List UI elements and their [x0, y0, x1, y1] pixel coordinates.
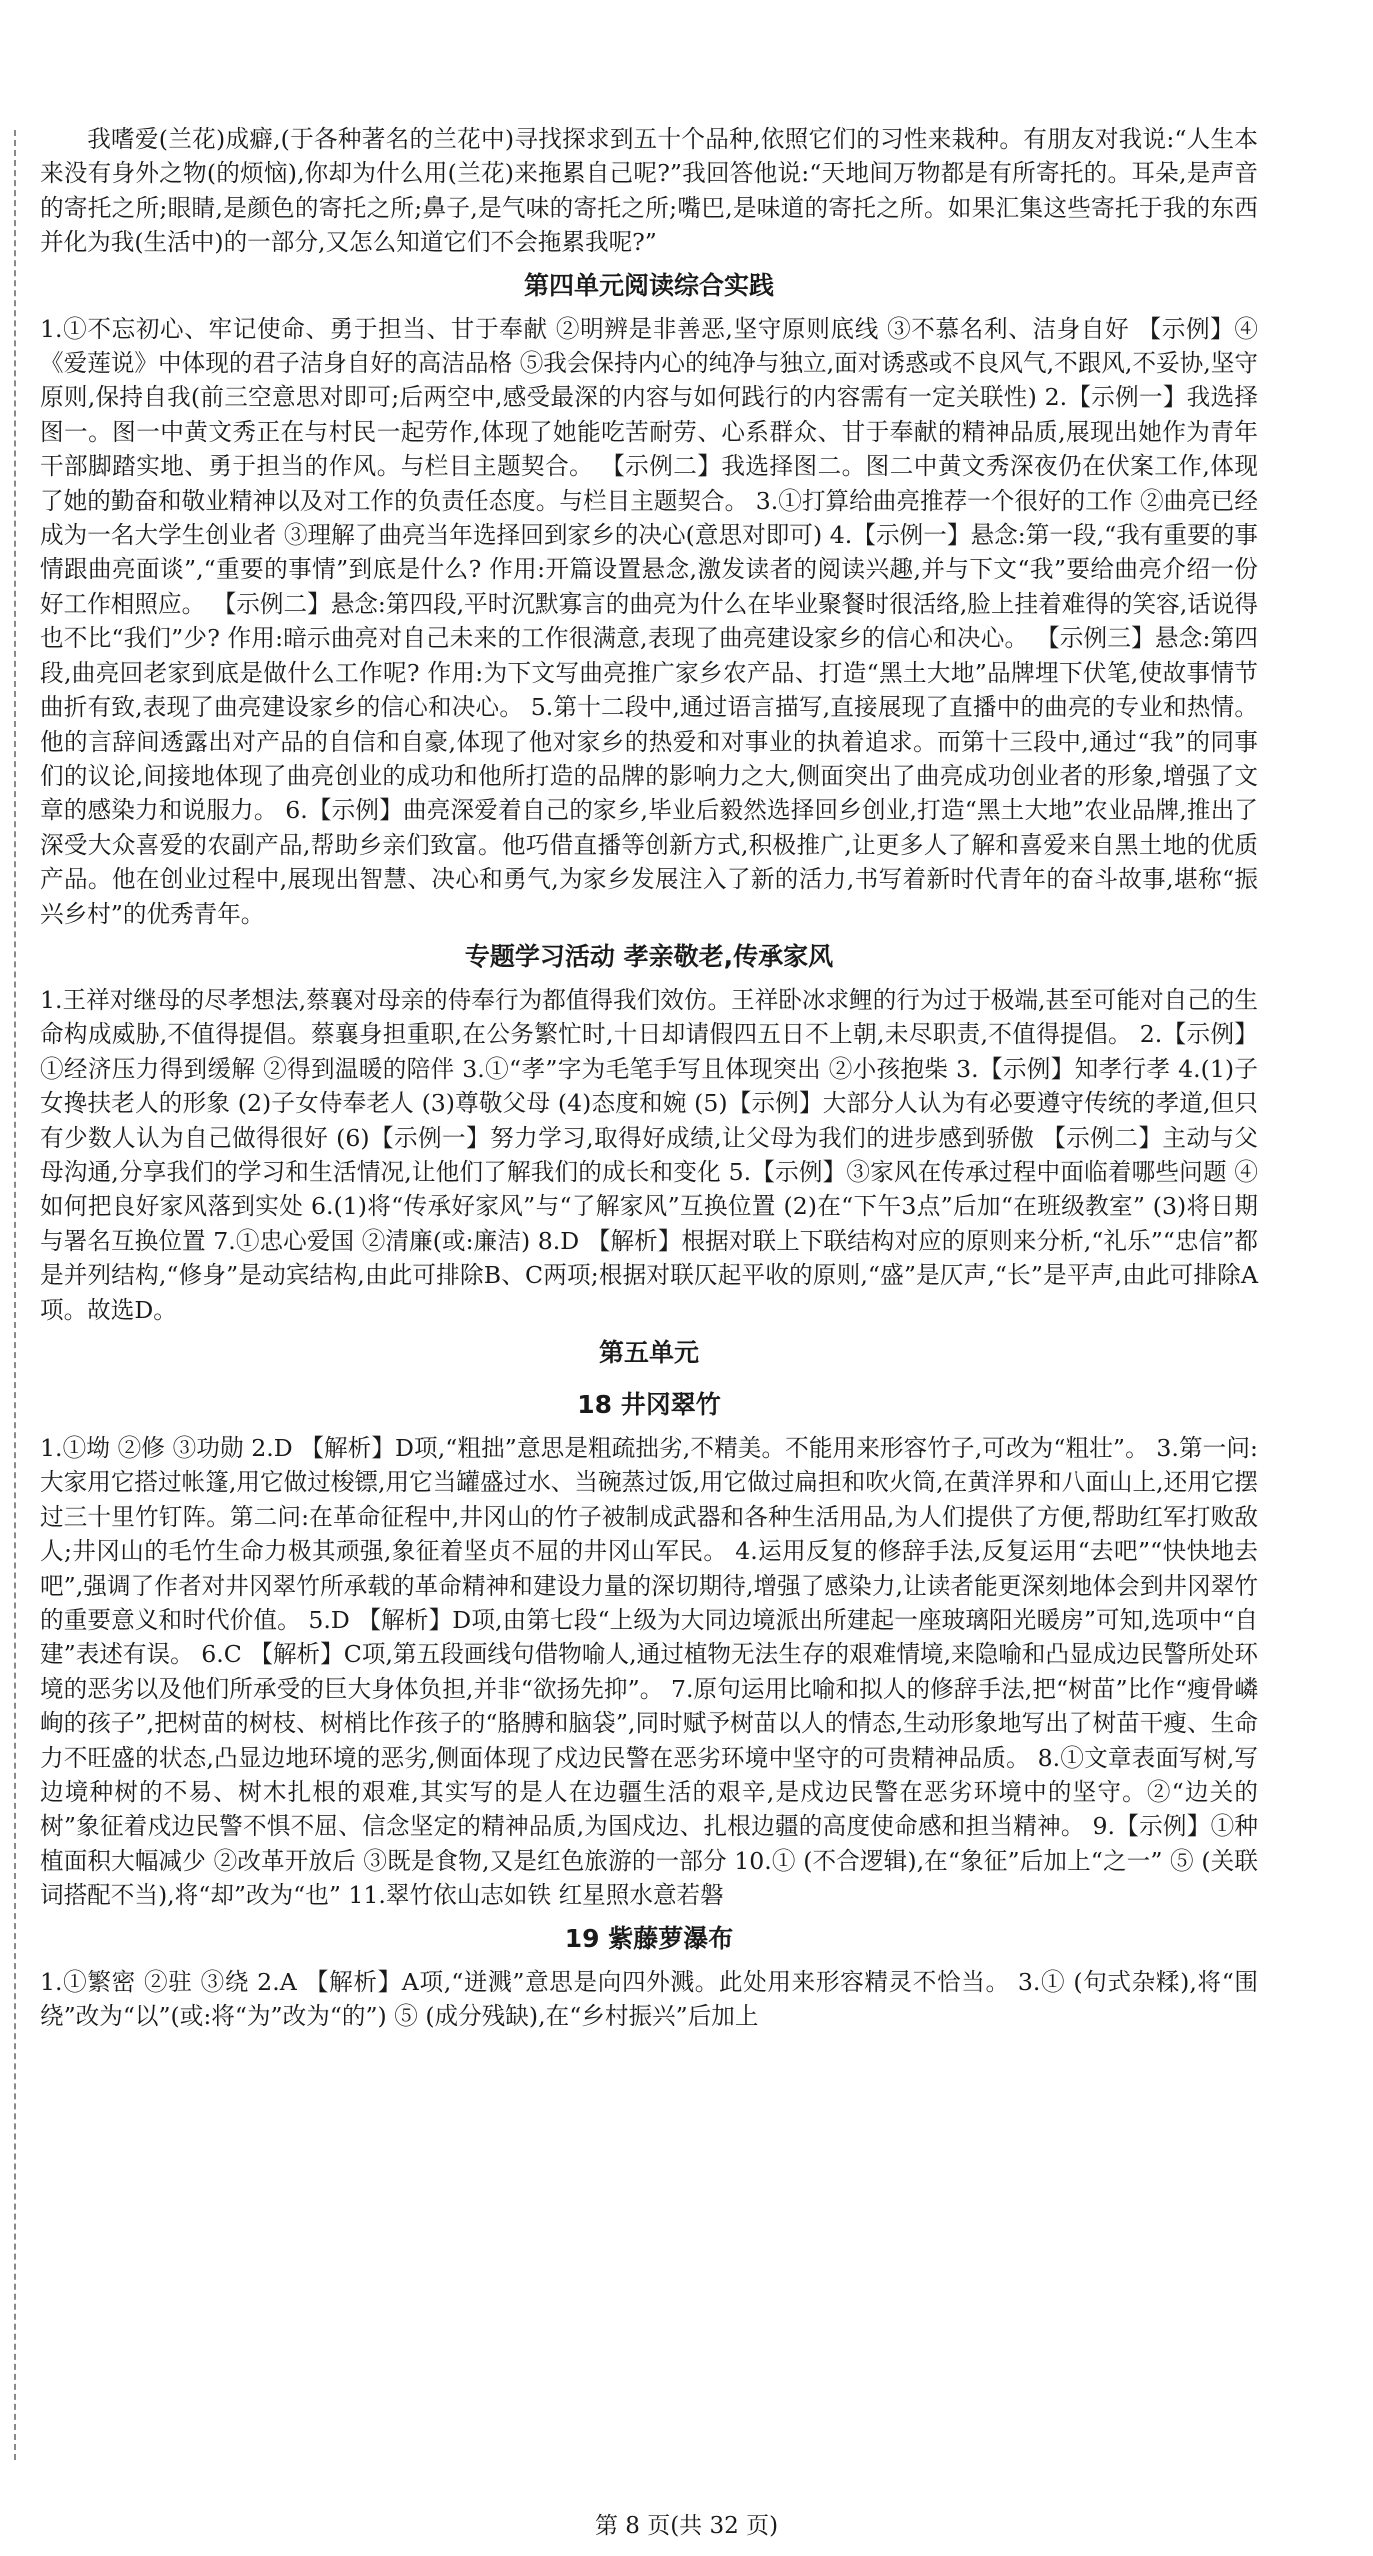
page-footer: 第 8 页(共 32 页) [594, 2513, 779, 2539]
answer-paragraph: 1.王祥对继母的尽孝想法,蔡襄对母亲的侍奉行为都值得我们效仿。王祥卧冰求鲤的行为过于极端,甚至可能对自己的生命构成威胁,不值得提倡。蔡襄身担重职,在公务繁忙时,十日却请假四五日不上朝,未尽职责,不值得提倡。 2.【示例】①经济压力得到缓解 ②得到温暖的陪伴 3.①“孝”字为毛笔手写且体现突出 ②小孩抱柴 3.【示例】知孝行孝 4.(1)子女搀扶老人的形象 (2)子女侍奉老人 (3)尊敬父母 (4)态度和婉 (5)【示例】大部分人认为有必要遵守传统的孝道,但只有少数人认为自己做得很好 (6)【示例一】努力学习,取得好成绩,让父母为我们的进步感到骄傲 【示例二】主动与父母沟通,分享我们的学习和生活情况,让他们了解我们的成长和变化 5.【示例】③家风在传承过程中面临着哪些问题 ④如何把良好家风落到实处 6.(1)将“传承好家风”与“了解家风”互换位置 (2)在“下午3点”后加“在班级教室” (3)将日期与署名互换位置 7.①忠心爱国 ②清廉(或:廉洁) 8.D 【解析】根据对联上下联结构对应的原则来分析,“礼乐”“忠信”都是并列结构,“修身”是动宾结构,由此可排除B、C两项;根据对联仄起平收的原则,“盛”是仄声,“长”是平声,由此可排除A项。故选D。 [40, 985, 1258, 1324]
answer-paragraph: 1.①繁密 ②驻 ③绕 2.A 【解析】A项,“迸溅”意思是向四外溅。此处用来形容精灵不恰当。 3.① (句式杂糅),将“围绕”改为“以”(或:将“为”改为“的”) ⑤ (成分残缺),在“乡村振兴”后加上 [40, 1967, 1258, 2031]
answer-content [40, 122, 1258, 2034]
binding-dashed-line [14, 130, 16, 2460]
section-heading: 专题学习活动 孝亲敬老,传承家风 [464, 941, 834, 971]
answer-paragraph: 1.①不忘初心、牢记使命、勇于担当、甘于奉献 ②明辨是非善恶,坚守原则底线 ③不慕名利、洁身自好 【示例】④《爱莲说》中体现的君子洁身自好的高洁品格 ⑤我会保持内心的纯净与独立,面对诱惑或不良风气,不跟风,不妥协,坚守原则,保持自我(前三空意思对即可;后两空中,感受最深的内容与如何践行的内容需有一定关联性) 2.【示例一】我选择图一。图一中黄文秀正在与村民一起劳作,体现了她能吃苦耐劳、心系群众、甘于奉献的精神品质,展现出她作为青年干部脚踏实地、勇于担当的作风。与栏目主题契合。 【示例二】我选择图二。图二中黄文秀深夜仍在伏案工作,体现了她的勤奋和敬业精神以及对工作的负责任态度。与栏目主题契合。 3.①打算给曲亮推荐一个很好的工作 ②曲亮已经成为一名大学生创业者 ③理解了曲亮当年选择回到家乡的决心(意思对即可) 4.【示例一】悬念:第一段,“我有重要的事情跟曲亮面谈”,“重要的事情”到底是什么? 作用:开篇设置悬念,激发读者的阅读兴趣,并与下文“我”要给曲亮介绍一份好工作相照应。 【示例二】悬念:第四段,平时沉默寡言的曲亮为什么在毕业聚餐时很活络,脸上挂着难得的笑容,话说得也不比“我们”少? 作用:暗示曲亮对自己未来的工作很满意,表现了曲亮建设家乡的信心和决心。 【示例三】悬念:第四段,曲亮回老家到底是做什么工作呢? 作用:为下文写曲亮推广家乡农产品、打造“黑土大地”品牌埋下伏笔,使故事情节曲折有致,表现了曲亮建设家乡的信心和决心。 5.第十二段中,通过语言描写,直接展现了直播中的曲亮的专业和热情。他的言辞间透露出对产品的自信和自豪,体现了他对家乡的热爱和对事业的执着追求。而第十三段中,通过“我”的同事们的议论,间接地体现了曲亮创业的成功和他所打造的品牌的影响力之大,侧面突出了曲亮成功创业者的形象,增强了文章的感染力和说服力。 6.【示例】曲亮深爱着自己的家乡,毕业后毅然选择回乡创业,打造“黑土大地”农业品牌,推出了深受大众喜爱的农副产品,帮助乡亲们致富。他巧借直播等创新方式,积极推广,让更多人了解和喜爱来自黑土地的优质产品。他在创业过程中,展现出智慧、决心和勇气,为家乡发展注入了新的活力,书写着新时代青年的奋斗故事,堪称“振兴乡村”的优秀青年。 [40, 314, 1258, 928]
section-heading: 第四单元阅读综合实践 [523, 270, 774, 300]
answer-paragraph: 1.①坳 ②修 ③功勋 2.D 【解析】D项,“粗拙”意思是粗疏拙劣,不精美。不能用来形容竹子,可改为“粗壮”。 3.第一问:大家用它搭过帐篷,用它做过梭镖,用它当罐盛过水、当碗蒸过饭,用它做过扁担和吹火筒,在黄洋界和八面山上,还用它摆过三十里竹钉阵。第二问:在革命征程中,井冈山的竹子被制成武器和各种生活用品,为人们提供了方便,帮助红军打败敌人;井冈山的毛竹生命力极其顽强,象征着坚贞不屈的井冈山军民。 4.运用反复的修辞手法,反复运用“去吧”“快快地去吧”,强调了作者对井冈翠竹所承载的革命精神和建设力量的深切期待,增强了感染力,让读者能更深刻地体会到井冈翠竹的重要意义和时代价值。 5.D 【解析】D项,由第七段“上级为大同边境派出所建起一座玻璃阳光暖房”可知,选项中“自建”表述有误。 6.C 【解析】C项,第五段画线句借物喻人,通过植物无法生存的艰难情境,来隐喻和凸显成边民警所处环境的恶劣以及他们所承受的巨大身体负担,并非“欲扬先抑”。 7.原句运用比喻和拟人的修辞手法,把“树苗”比作“瘦骨嶙峋的孩子”,把树苗的树枝、树梢比作孩子的“胳膊和脑袋”,同时赋予树苗以人的情态,生动形象地写出了树苗干瘦、生命力不旺盛的状态,凸显边地环境的恶劣,侧面体现了戍边民警在恶劣环境中坚守的可贵精神品质。 8.①文章表面写树,写边境种树的不易、树木扎根的艰难,其实写的是人在边疆生活的艰辛,是戍边民警在恶劣环境中的坚守。②“边关的树”象征着戍边民警不惧不屈、信念坚定的精神品质,为国戍边、扎根边疆的高度使命感和担当精神。 9.【示例】①种植面积大幅减少 ②改革开放后 ③既是食物,又是红色旅游的一部分 10.① (不合逻辑),在“象征”后加上“之一” ⑤ (关联词搭配不当),将“却”改为“也” 11.翠竹依山志如铁 红星照水意若磐 [40, 1434, 1258, 1910]
section-heading: 第五单元 [598, 1338, 699, 1367]
section-heading: 18 井冈翠竹 [577, 1390, 721, 1419]
section-heading: 19 紫藤萝瀑布 [564, 1923, 734, 1953]
answer-paragraph: 我嗜爱(兰花)成癖,(于各种著名的兰花中)寻找探求到五十个品种,依照它们的习性来栽种。有朋友对我说:“人生本来没有身外之物(的烦恼),你却为什么用(兰花)来拖累自己呢?”我回答他说:“天地间万物都是有所寄托的。耳朵,是声音的寄托之所;眼睛,是颜色的寄托之所;鼻子,是气味的寄托之所;嘴巴,是味道的寄托之所。如果汇集这些寄托于我的东西并化为我(生活中)的一部分,又怎么知道它们不会拖累我呢?” [40, 125, 1258, 257]
